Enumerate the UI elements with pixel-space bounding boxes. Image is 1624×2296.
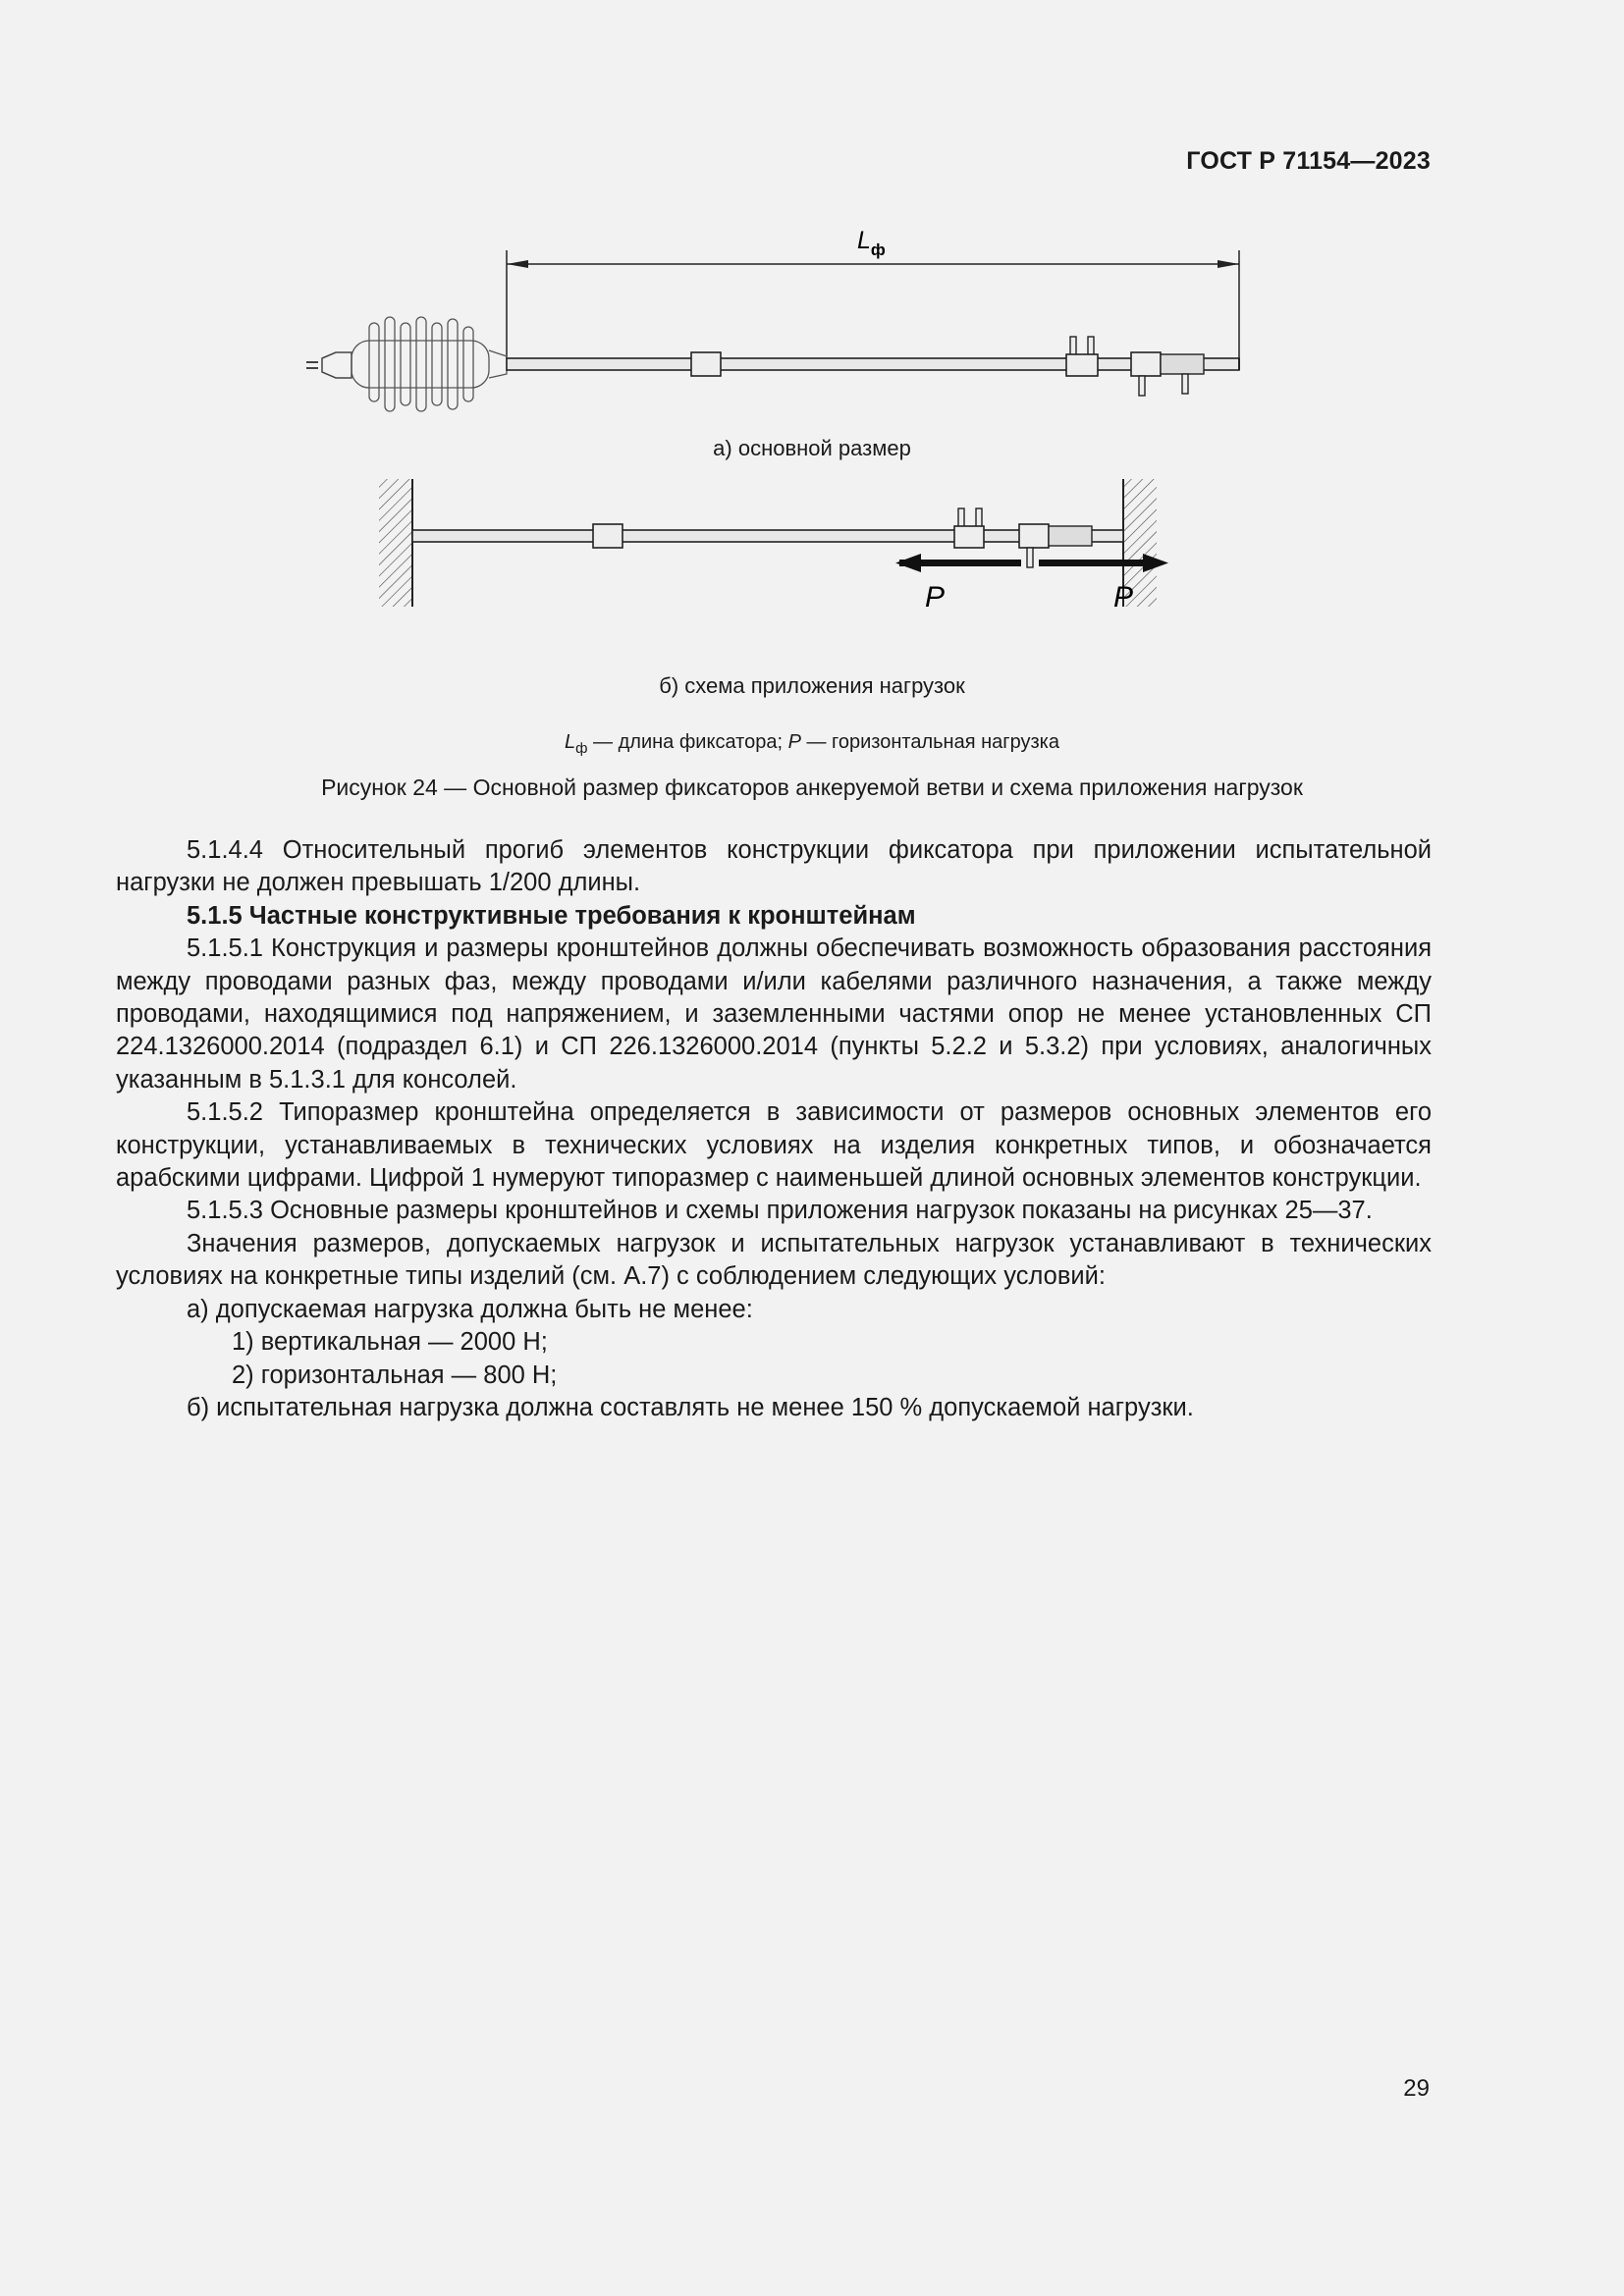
figure-b-drawing bbox=[363, 469, 1208, 626]
clamp bbox=[1131, 352, 1161, 376]
wall-left bbox=[379, 479, 412, 607]
list-item-a1: 1) вертикальная — 2000 Н; bbox=[232, 1328, 548, 1357]
coupling bbox=[691, 352, 721, 376]
paragraph-5-1-5-3: 5.1.5.3 Основные размеры кронштейнов и схемы приложения нагрузок показаны на рисунках 25—37. bbox=[187, 1197, 1373, 1225]
figure-a-drawing bbox=[295, 221, 1257, 427]
paragraph-5-1-4-4: 5.1.4.4 Относительный прогиб элементов конструкции фиксатора при приложении испытательной нагрузки не должен превышать 1/200 длины. bbox=[116, 836, 1432, 897]
document-number: ГОСТ Р 71154—2023 bbox=[1186, 147, 1431, 175]
page-number: 29 bbox=[1403, 2075, 1430, 2102]
paragraph-values: Значения размеров, допускаемых нагрузок и испытательных нагрузок устанавливают в технических условиях на конкретные типы изделий (см. А.7) с соблюдением следующих условий: bbox=[116, 1229, 1432, 1291]
dimension-label: $L_ф$ bbox=[857, 227, 886, 259]
load-label-left: P bbox=[925, 581, 946, 614]
paragraph-5-1-5-1: 5.1.5.1 Конструкция и размеры кронштейнов должны обеспечивать возможность образования расстояния между проводами разных фаз, между проводами и/или кабелями различного назначения, а также между проводами, находящимися под напряжением, и заземленными частями опор не менее установленных СП 224.1326000.2014 (подраздел 6.1) и СП 226.1326000.2014 (пункты 5.2.2 и 5.3.2) при условиях, аналогичных указанным в 5.1.3.1 для консолей. bbox=[116, 934, 1432, 1094]
rod-b bbox=[412, 530, 1123, 542]
list-item-b: б) испытательная нагрузка должна составлять не менее 150 % допускаемой нагрузки. bbox=[187, 1393, 1194, 1421]
rod bbox=[507, 358, 1239, 370]
arrow-right-icon bbox=[1218, 260, 1239, 268]
figure-legend: $L_ф$ — длина фиксатора; P — горизонтальная нагрузка bbox=[565, 731, 1059, 757]
arrow-left-icon bbox=[507, 260, 528, 268]
list-item-a: а) допускаемая нагрузка должна быть не менее: bbox=[187, 1295, 753, 1323]
load-arrow-left-icon bbox=[895, 554, 1021, 572]
paragraph-5-1-5-2: 5.1.5.2 Типоразмер кронштейна определяется в зависимости от размеров основных элементов его конструкции, устанавливаемых в технических условиях на изделия конкретных типов, и обозначается арабскими цифрами. Цифрой 1 нумеруют типоразмер с наименьшей длиной основных элементов конструкции. bbox=[116, 1098, 1432, 1193]
caption-b: б) схема приложения нагрузок bbox=[659, 673, 965, 698]
load-label-right: P bbox=[1113, 581, 1134, 614]
load-arrow-right-icon bbox=[1039, 554, 1168, 572]
list-item-a2: 2) горизонтальная — 800 Н; bbox=[232, 1361, 558, 1389]
insulator-icon bbox=[352, 317, 507, 411]
body-text bbox=[116, 834, 1432, 1424]
caption-a: а) основной размер bbox=[713, 436, 911, 460]
section-heading-5-1-5: 5.1.5 Частные конструктивные требования к кронштейнам bbox=[187, 901, 916, 930]
figure-title: Рисунок 24 — Основной размер фиксаторов анкеруемой ветви и схема приложения нагрузок bbox=[321, 774, 1303, 800]
